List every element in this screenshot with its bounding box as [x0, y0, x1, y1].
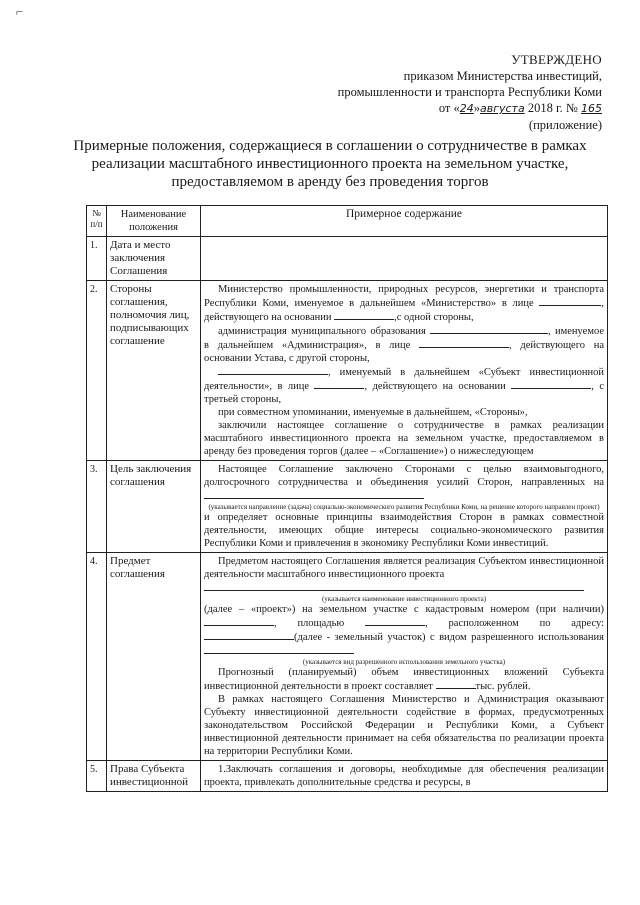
blank-line	[539, 296, 601, 306]
table-row	[87, 761, 608, 792]
blank-line	[204, 644, 354, 654]
approval-date	[338, 100, 602, 117]
subject-p3: Прогнозный (планируемый) объем инвестиционных вложений Субъекта инвестиционной деятельности в проект составляет	[204, 667, 604, 692]
row-name: Права Субъекта инвестиционной	[107, 761, 201, 792]
row-num: 5.	[87, 761, 107, 792]
goal-note: (указывается направление (задача) социально-экономического развития Республики Коми, на решение которого направлен проект)	[208, 503, 600, 511]
goal-p2: и определяет основные принципы взаимодействия Сторон в рамках совместной деятельности, имеющих общие интересы социально-экономического развития Республики Коми и привлечения в экономику Республики Коми инвестиций.	[204, 512, 604, 549]
blank-line	[334, 310, 394, 320]
row-num: 1.	[87, 237, 107, 281]
table-row	[87, 281, 608, 461]
title-line-3: предоставляемом в аренду без проведения торгов	[171, 174, 489, 190]
header-num: № п/п	[87, 206, 107, 237]
approval-line-2: промышленности и транспорта Республики Коми	[337, 85, 602, 99]
row-name: Дата и место заключения Соглашения	[107, 237, 201, 281]
blank-line	[218, 365, 328, 375]
blank-line	[430, 324, 548, 334]
title-line-2: реализации масштабного инвестиционного проекта на земельном участке,	[91, 156, 569, 172]
blank-line	[314, 379, 364, 389]
parties-p3c: , с третьей стороны,	[204, 381, 605, 405]
subject-note-2: (указывается вид разрешенного использования земельного участка)	[302, 658, 506, 666]
row-num: 2.	[87, 281, 107, 461]
approval-line-1: приказом Министерства инвестиций,	[403, 69, 602, 83]
rights-p1: 1.Заключать соглашения и договоры, необходимые для обеспечения реализации проекта, привлекать дополнительные средства и ресурсы, в	[204, 764, 604, 788]
blank-line	[204, 630, 294, 640]
subject-p2c: , расположенном по адресу:	[425, 618, 604, 629]
row-num: 3.	[87, 461, 107, 553]
parties-p2b: , именуемое в дальнейшем «Администрация», в лице	[204, 326, 604, 351]
approved-label: УТВЕРЖДЕНО	[511, 52, 602, 67]
table-header-row	[87, 206, 608, 237]
date-mid: »	[473, 101, 480, 115]
corner-mark: ⌐	[16, 4, 24, 19]
date-prefix: от «	[438, 101, 460, 115]
provisions-table	[86, 205, 608, 792]
row-content	[201, 761, 608, 792]
subject-p3b: тыс. рублей.	[475, 681, 531, 692]
document-title	[70, 137, 590, 191]
blank-line	[436, 679, 476, 689]
row-content	[201, 281, 608, 461]
table-row	[87, 461, 608, 553]
subject-p4: В рамках настоящего Соглашения Министерство и Администрация оказывают Субъекту инвестиционной деятельности содействие в формах, предусмотренных законодательством Российской Федерации и Республики Коми, а Субъект инвестиционной деятельности принимает на себя обязательства по реализации проекта на территории Республики Коми.	[204, 694, 604, 757]
parties-p4: при совместном упоминании, именуемые в дальнейшем, «Стороны»,	[218, 407, 528, 418]
date-year: 2018 г. №	[524, 101, 581, 115]
row-num: 4.	[87, 553, 107, 761]
title-line-1: Примерные положения, содержащиеся в соглашении о сотрудничестве в рамках	[73, 138, 587, 154]
row-name: Предмет соглашения	[107, 553, 201, 761]
blank-line	[204, 616, 274, 626]
table-row	[87, 553, 608, 761]
row-content	[201, 553, 608, 761]
blank-line	[511, 379, 591, 389]
blank-line	[365, 616, 425, 626]
parties-p5: заключили настоящее соглашение о сотрудничестве в рамках реализации масштабного инвестиционного проекта на земельном участке, предоставляемом в аренду без проведения торгов (далее – «Соглашение») о нижеследующем	[204, 420, 604, 457]
row-name: Цель заключения соглашения	[107, 461, 201, 553]
parties-p1: Министерство промышленности, природных ресурсов, энергетики и транспорта Республики Коми, именуемое в дальнейшем «Министерство» в лице	[204, 284, 604, 309]
subject-p2b: , площадью	[274, 618, 345, 629]
blank-line	[204, 581, 584, 591]
order-number: 165	[581, 102, 602, 115]
row-content	[201, 461, 608, 553]
approval-block	[338, 52, 602, 133]
parties-p1c: ,с одной стороны,	[394, 312, 474, 323]
header-content: Примерное содержание	[201, 206, 608, 237]
parties-p2: администрация муниципального образования	[218, 326, 426, 337]
blank-line	[204, 489, 424, 499]
parties-p3b: , действующего на основании	[364, 381, 506, 392]
table-row	[87, 237, 608, 281]
header-name: Наименование положения	[107, 206, 201, 237]
subject-p1: Предметом настоящего Соглашения является реализация Субъектом инвестиционной деятельности масштабного инвестиционного проекта	[204, 556, 604, 580]
subject-p2: (далее – «проект») на земельном участке с кадастровым номером (при наличии)	[204, 604, 604, 615]
subject-p2d: (далее - земельный участок) с видом разрешенного использования	[294, 632, 604, 643]
row-content	[201, 237, 608, 281]
appendix-label: (приложение)	[528, 118, 602, 132]
blank-line	[419, 338, 509, 348]
date-day: 24	[459, 102, 474, 115]
subject-note-1: (указывается наименование инвестиционного проекта)	[321, 595, 487, 603]
parties-p3: , именуемый в дальнейшем «Субъект инвестиционной деятельности», в лице	[204, 367, 604, 392]
row-name: Стороны соглашения, полномочия лиц, подписывающих соглашение	[107, 281, 201, 461]
parties-p2c: , действующего на основании Устава, с другой стороны,	[204, 340, 605, 364]
goal-p1: Настоящее Соглашение заключено Сторонами с целью взаимовыгодного, долгосрочного сотрудничества и объединения усилий Сторон, направленных на	[204, 464, 604, 488]
parties-p1b: , действующего на основании	[204, 298, 605, 323]
date-month: августа	[480, 102, 525, 115]
